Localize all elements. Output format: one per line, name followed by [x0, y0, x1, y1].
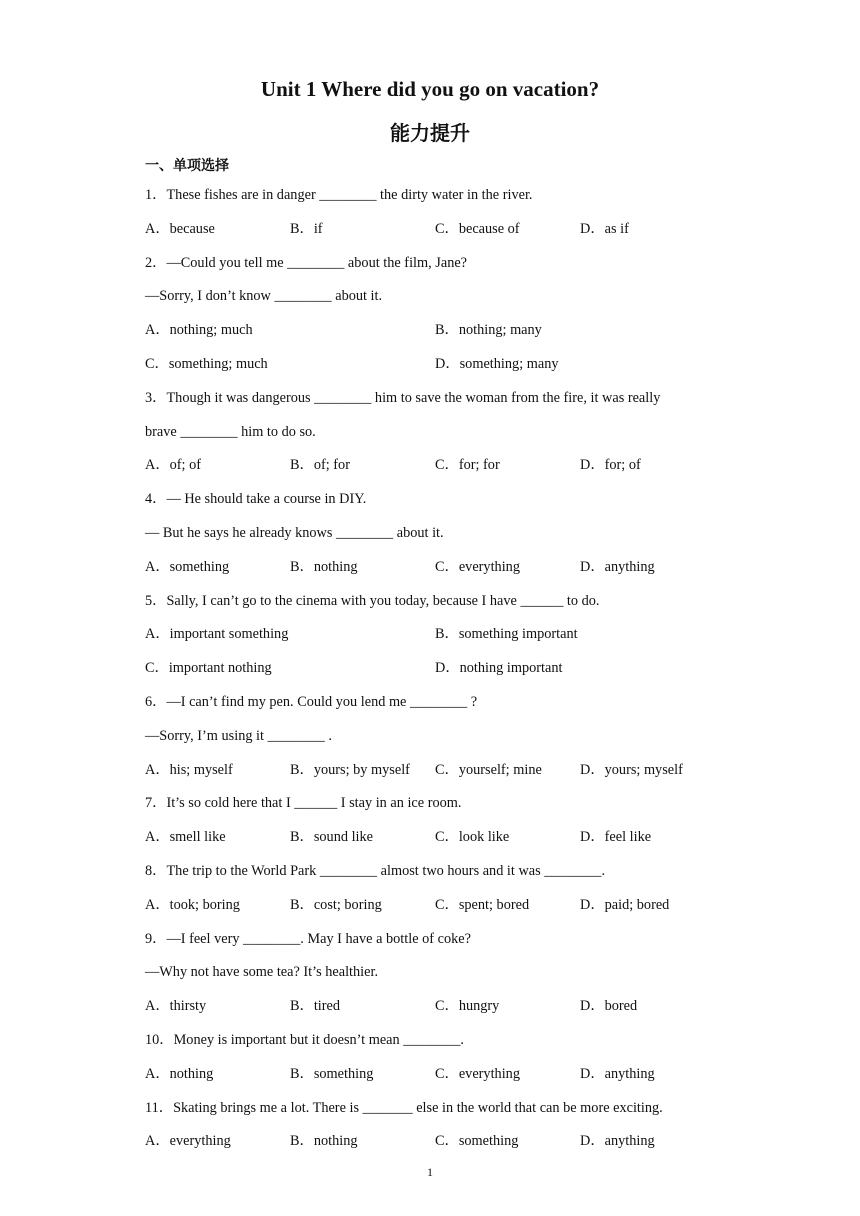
question-5-option-d: D．nothing important — [435, 660, 563, 677]
question-9-option-d: D．bored — [580, 998, 638, 1015]
question-11-option-b: B．nothing — [290, 1133, 358, 1150]
question-6-options — [145, 759, 725, 793]
question-6-option-d: D．yours; myself — [580, 761, 683, 778]
question-2-text: —Sorry, I don’t know ________ about it. — [145, 288, 383, 305]
question-9-option-b: B．tired — [290, 998, 341, 1015]
question-2-text: 2．—Could you tell me ________ about the film, Jane? — [145, 254, 468, 271]
question-4-text: 4．― He should take a course in DIY. — [145, 491, 367, 508]
question-list — [145, 184, 725, 1164]
question-8-options — [145, 894, 725, 928]
question-8-option-a: A．took; boring — [145, 896, 240, 913]
question-9-text: —Why not have some tea? It’s healthier. — [145, 964, 379, 981]
question-5-text: 5．Sally, I can’t go to the cinema with you today, because I have ______ to do. — [145, 592, 600, 609]
question-11-option-c: C．something — [435, 1133, 519, 1150]
question-1-option-b: B．if — [290, 220, 323, 237]
question-4-option-c: C．everything — [435, 558, 520, 575]
question-1-option-d: D．as if — [580, 220, 629, 237]
question-7-options — [145, 826, 725, 860]
question-9-option-c: C．hungry — [435, 998, 500, 1015]
question-2-options — [145, 319, 725, 353]
question-3-option-d: D．for; of — [580, 457, 641, 474]
question-3-options — [145, 454, 725, 488]
question-7-option-b: B．sound like — [290, 829, 374, 846]
question-6-text: 6．—I can’t find my pen. Could you lend me ________ ? — [145, 693, 478, 710]
question-4-option-d: D．anything — [580, 558, 655, 575]
question-1-text: 1．These fishes are in danger ________ the dirty water in the river. — [145, 187, 533, 203]
question-8-option-c: C．spent; bored — [435, 896, 530, 913]
question-5-options — [145, 657, 725, 691]
question-3-option-a: A．of; of — [145, 457, 201, 474]
question-4-option-a: A．something — [145, 558, 230, 575]
question-10-option-b: B．something — [290, 1065, 374, 1082]
question-7-text: 7．It’s so cold here that I ______ I stay in an ice room. — [145, 795, 462, 812]
question-10-option-a: A．nothing — [145, 1065, 214, 1082]
question-11-option-a: A．everything — [145, 1133, 231, 1150]
question-4-options — [145, 556, 725, 590]
question-11-text: 11．Skating brings me a lot. There is _______ else in the world that can be more exciting. — [145, 1099, 663, 1116]
page-title: Unit 1 Where did you go on vacation? — [260, 77, 600, 101]
question-10-text: 10．Money is important but it doesn’t mean ________. — [145, 1031, 465, 1048]
question-8-option-d: D．paid; bored — [580, 896, 670, 913]
question-6-text: —Sorry, I’m using it ________ . — [145, 727, 332, 744]
question-5-options — [145, 623, 725, 657]
question-8-option-b: B．cost; boring — [290, 896, 382, 913]
question-3-option-c: C．for; for — [435, 457, 500, 474]
question-3-option-b: B．of; for — [290, 457, 350, 474]
question-4-text: ― But he says he already knows ________ about it. — [145, 524, 444, 541]
question-1-option-c: C．because of — [435, 220, 520, 237]
question-5-option-a: A．important something — [145, 626, 289, 643]
question-7-option-d: D．feel like — [580, 829, 652, 846]
question-3-text: brave ________ him to do so. — [145, 423, 316, 440]
question-3-text: 3．Though it was dangerous ________ him to save the woman from the fire, it was really — [145, 389, 661, 406]
question-10-option-d: D．anything — [580, 1065, 655, 1082]
question-5-option-b: B．something important — [435, 626, 578, 643]
question-8-text: 8．The trip to the World Park ________ almost two hours and it was ________. — [145, 862, 606, 879]
page-subtitle: 能力提升 — [390, 121, 470, 145]
question-11-options — [145, 1130, 725, 1164]
question-10-options — [145, 1063, 725, 1097]
question-6-option-a: A．his; myself — [145, 761, 233, 778]
section-heading: 一、单项选择 — [145, 158, 229, 174]
question-1-options — [145, 218, 725, 252]
question-7-option-c: C．look like — [435, 829, 510, 846]
question-6-option-b: B．yours; by myself — [290, 761, 410, 778]
question-6-option-c: C．yourself; mine — [435, 761, 542, 778]
question-10-option-c: C．everything — [435, 1065, 520, 1082]
question-2-options — [145, 353, 725, 387]
question-2-option-b: B．nothing; many — [435, 322, 542, 339]
question-2-option-d: D．something; many — [435, 355, 559, 372]
page-number: 1 — [427, 1165, 433, 1179]
question-2-option-c: C．something; much — [145, 355, 268, 372]
question-9-options — [145, 995, 725, 1029]
question-2-option-a: A．nothing; much — [145, 322, 253, 339]
question-5-option-c: C．important nothing — [145, 660, 272, 677]
question-4-option-b: B．nothing — [290, 558, 358, 575]
question-7-option-a: A．smell like — [145, 829, 226, 846]
question-11-option-d: D．anything — [580, 1133, 655, 1150]
question-9-option-a: A．thirsty — [145, 998, 207, 1015]
question-9-text: 9．—I feel very ________. May I have a bottle of coke? — [145, 930, 471, 947]
question-1-option-a: A．because — [145, 220, 215, 237]
